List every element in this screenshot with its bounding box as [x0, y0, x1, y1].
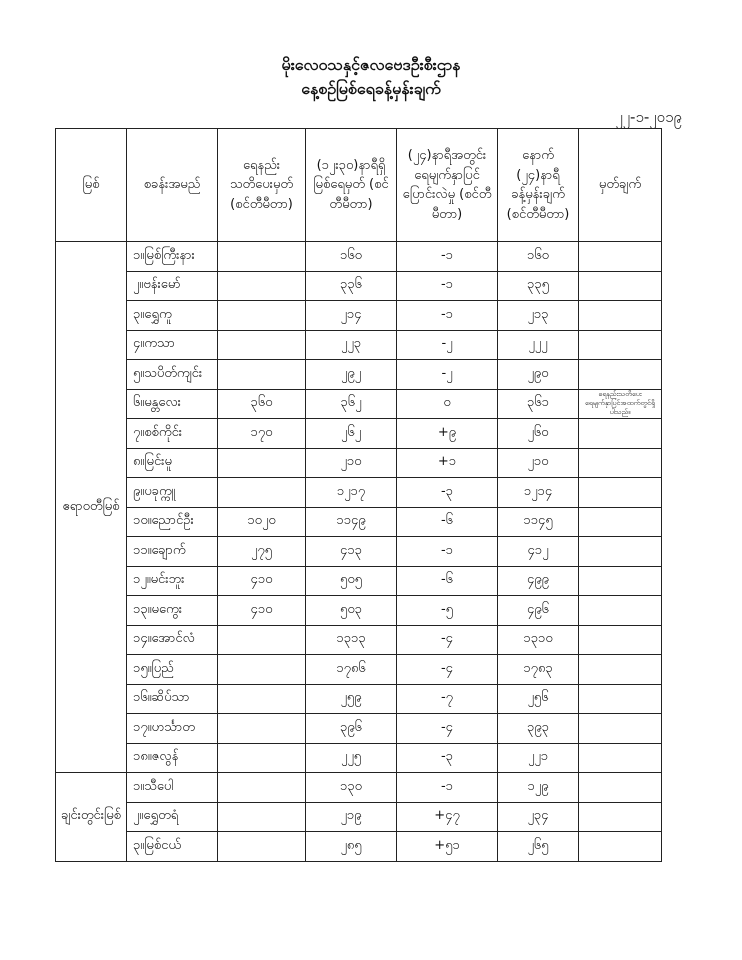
warning-level [218, 242, 306, 272]
header-24h-change: (၂၄)နာရီအတွင်း ရေမျက်နှာပြင် ပြောင်းလဲမှု (စင်တီမီတာ) [397, 129, 498, 242]
forecast-level: ၂၃၄ [498, 802, 579, 832]
station-name: ၄။ကသာ [127, 330, 218, 360]
remark [579, 360, 662, 390]
warning-level [218, 301, 306, 331]
forecast-level: ၂၅၆ [498, 684, 579, 714]
current-level: ၅၀၅ [306, 566, 397, 596]
remark [579, 448, 662, 478]
warning-level [218, 360, 306, 390]
station-name: ၆။မန္တလေး [127, 389, 218, 419]
level-change: -၂ [397, 330, 498, 360]
header-current-level: (၁၂း၃၀)နာရီရှိ မြစ်ရေမှတ် (စင်တီမီတာ) [306, 129, 397, 242]
table-row [56, 773, 662, 803]
forecast-level: ၂၁၀ [498, 448, 579, 478]
remark [579, 419, 662, 449]
warning-level: ၄၁၀ [218, 596, 306, 626]
station-name: ၁၃။မကွေး [127, 596, 218, 626]
table-row [56, 360, 662, 390]
header-forecast: နောက် (၂၄)နာရီ ခန့်မှန်းချက် (စင်တီမီတာ) [498, 129, 579, 242]
remark [579, 832, 662, 862]
current-level: ၁၂၁၇ [306, 478, 397, 508]
header-remark: မှတ်ချက် [579, 129, 662, 242]
current-level: ၂၉၂ [306, 360, 397, 390]
current-level: ၂၁၀ [306, 448, 397, 478]
current-level: ၂၂၅ [306, 743, 397, 773]
remark [579, 625, 662, 655]
forecast-level: ၁၁၄၅ [498, 507, 579, 537]
table-row [56, 448, 662, 478]
warning-level [218, 448, 306, 478]
current-level: ၃၆၂ [306, 389, 397, 419]
warning-level: ၁၇၀ [218, 419, 306, 449]
current-level: ၁၇၈၆ [306, 655, 397, 685]
forecast-level: ၁၂၉ [498, 773, 579, 803]
station-name: ၈။မြင်းမူ [127, 448, 218, 478]
remark [579, 271, 662, 301]
level-change: -၂ [397, 360, 498, 390]
current-level: ၃၉၆ [306, 714, 397, 744]
table-row [56, 596, 662, 626]
table-row [56, 832, 662, 862]
table-row [56, 802, 662, 832]
level-change: -၃ [397, 478, 498, 508]
remark [579, 537, 662, 567]
station-name: ၁။မြစ်ကြီးနား [127, 242, 218, 272]
warning-level [218, 478, 306, 508]
level-change: -၄ [397, 625, 498, 655]
level-change: -၆ [397, 507, 498, 537]
warning-level [218, 743, 306, 773]
warning-level [218, 802, 306, 832]
station-name: ၁၄။အောင်လံ [127, 625, 218, 655]
warning-level [218, 773, 306, 803]
level-change: +၁ [397, 448, 498, 478]
current-level: ၁၆၀ [306, 242, 397, 272]
table-row [56, 743, 662, 773]
station-name: ၁၇။ဟင်္သာတ [127, 714, 218, 744]
warning-level [218, 625, 306, 655]
header-station: စခန်းအမည် [127, 129, 218, 242]
forecast-table [55, 128, 662, 862]
forecast-level: ၂၆၀ [498, 419, 579, 449]
remark: ရေနည်းသတိပေးရေမျက်နှာပြင်အထက်တွင်ရှိပါသည်။ [579, 389, 662, 419]
remark [579, 330, 662, 360]
level-change: ၀ [397, 389, 498, 419]
forecast-level: ၄၉၉ [498, 566, 579, 596]
current-level: ၂၂၃ [306, 330, 397, 360]
warning-level [218, 271, 306, 301]
warning-level [218, 330, 306, 360]
forecast-level: ၁၃၁၀ [498, 625, 579, 655]
station-name: ၁၈။ဇလွန် [127, 743, 218, 773]
current-level: ၂၅၉ [306, 684, 397, 714]
forecast-level: ၂၉၀ [498, 360, 579, 390]
forecast-level: ၃၃၅ [498, 271, 579, 301]
warning-level: ၃၆၀ [218, 389, 306, 419]
remark [579, 773, 662, 803]
forecast-level: ၁၇၈၃ [498, 655, 579, 685]
warning-level [218, 714, 306, 744]
table-row [56, 271, 662, 301]
forecast-level: ၄၉၆ [498, 596, 579, 626]
current-level: ၃၃၆ [306, 271, 397, 301]
remark [579, 714, 662, 744]
table-row [56, 478, 662, 508]
remark [579, 743, 662, 773]
level-change: -၁ [397, 773, 498, 803]
current-level: ၂၈၅ [306, 832, 397, 862]
warning-level: ၄၁၀ [218, 566, 306, 596]
current-level: ၅၀၃ [306, 596, 397, 626]
current-level: ၂၁၉ [306, 802, 397, 832]
level-change: -၁ [397, 271, 498, 301]
level-change: -၄ [397, 655, 498, 685]
level-change: -၃ [397, 743, 498, 773]
forecast-level: ၂၁၃ [498, 301, 579, 331]
station-name: ၁။သီပေါ [127, 773, 218, 803]
level-change: -၁ [397, 242, 498, 272]
forecast-level: ၁၂၁၄ [498, 478, 579, 508]
level-change: -၇ [397, 684, 498, 714]
remark [579, 301, 662, 331]
table-row [56, 625, 662, 655]
current-level: ၂၆၂ [306, 419, 397, 449]
table-row [56, 242, 662, 272]
table-header-row [56, 129, 662, 242]
table-row [56, 419, 662, 449]
station-name: ၉။ပခုက္ကူ [127, 478, 218, 508]
table-row [56, 507, 662, 537]
report-date: ၂၂-၁-၂၀၁၉ [615, 108, 682, 126]
station-name: ၅။သပိတ်ကျင်း [127, 360, 218, 390]
warning-level [218, 655, 306, 685]
table-body [56, 242, 662, 862]
table-row [56, 684, 662, 714]
station-name: ၁၀။ညောင်ဦး [127, 507, 218, 537]
remark [579, 242, 662, 272]
forecast-level: ၂၂၁ [498, 743, 579, 773]
remark [579, 478, 662, 508]
current-level: ၁၃၁၃ [306, 625, 397, 655]
page-subtitle: နေ့စဉ်မြစ်ရေခန့်မှန်းချက် [301, 79, 441, 98]
station-name: ၃။မြစ်ငယ် [127, 832, 218, 862]
forecast-level: ၁၆၀ [498, 242, 579, 272]
table-row [56, 655, 662, 685]
header-warning-level: ရေနည်း သတိပေးမှတ် (စင်တီမီတာ) [218, 129, 306, 242]
remark [579, 684, 662, 714]
forecast-level: ၂၂၂ [498, 330, 579, 360]
header-river: မြစ် [56, 129, 127, 242]
level-change: -၄ [397, 714, 498, 744]
table-row [56, 301, 662, 331]
station-name: ၃။ရွှေကူ [127, 301, 218, 331]
current-level: ၄၁၃ [306, 537, 397, 567]
page-title: မိုးလေဝသနှင့်ဇလဗေဒဦးစီးဌာန [281, 55, 461, 74]
station-name: ၂။ရွှေတရံ [127, 802, 218, 832]
remark [579, 655, 662, 685]
level-change: -၅ [397, 596, 498, 626]
level-change: +၄၇ [397, 802, 498, 832]
remark [579, 507, 662, 537]
station-name: ၇။စစ်ကိုင်း [127, 419, 218, 449]
remark [579, 566, 662, 596]
level-change: -၁ [397, 537, 498, 567]
station-name: ၁၆။ဆိပ်သာ [127, 684, 218, 714]
forecast-level: ၄၁၂ [498, 537, 579, 567]
table-row [56, 330, 662, 360]
station-name: ၁၁။ချောက် [127, 537, 218, 567]
station-name: ၂။ဗန်းမော် [127, 271, 218, 301]
warning-level [218, 832, 306, 862]
forecast-level: ၃၉၃ [498, 714, 579, 744]
current-level: ၁၁၄၉ [306, 507, 397, 537]
remark [579, 802, 662, 832]
table-row [56, 714, 662, 744]
table-row [56, 537, 662, 567]
table-row [56, 566, 662, 596]
warning-level [218, 684, 306, 714]
remark [579, 596, 662, 626]
current-level: ၂၁၄ [306, 301, 397, 331]
forecast-level: ၂၆၅ [498, 832, 579, 862]
station-name: ၁၂။မင်းဘူး [127, 566, 218, 596]
level-change: +၉ [397, 419, 498, 449]
table-row [56, 389, 662, 419]
river-name: ဧရာဝတီမြစ် [56, 242, 127, 773]
warning-level: ၁၀၂၀ [218, 507, 306, 537]
river-name: ချင်းတွင်းမြစ် [56, 773, 127, 862]
forecast-level: ၃၆၁ [498, 389, 579, 419]
warning-level: ၂၇၅ [218, 537, 306, 567]
level-change: -၁ [397, 301, 498, 331]
level-change: -၆ [397, 566, 498, 596]
level-change: +၅၁ [397, 832, 498, 862]
station-name: ၁၅။ပြည် [127, 655, 218, 685]
current-level: ၁၃၀ [306, 773, 397, 803]
